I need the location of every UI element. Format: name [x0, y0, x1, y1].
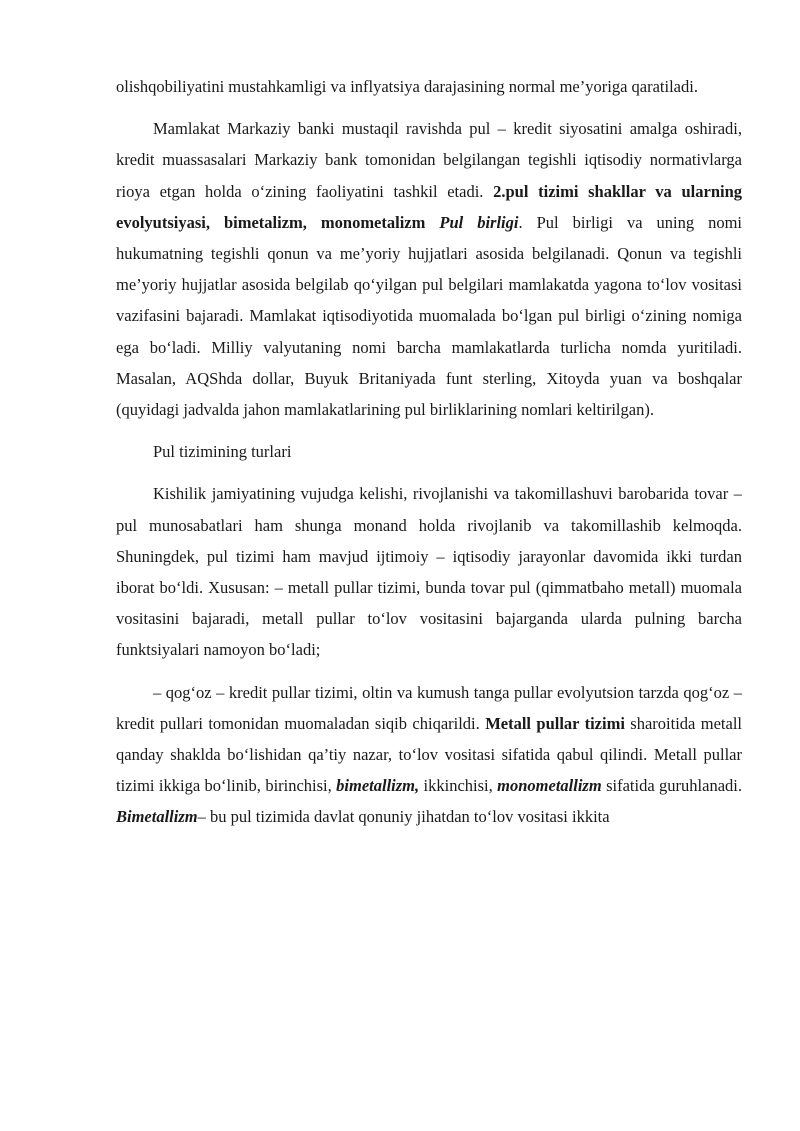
paragraph-text: – bu pul tizimida davlat qonuniy jihatdan to‘lov vositasi ikkita	[197, 807, 610, 827]
paragraph-text: – qog‘oz – kredit pullar tizimi, oltin va kumush tanga pullar evolyutsion tarzda qog‘oz – kredit pullari tomonidan muomaladan siqib chiqarildi.	[116, 682, 742, 733]
paragraph-text: Kishilik jamiyatining vujudga kelishi, rivojlanishi va takomillashuvi barobarida tovar – pul munosabatlari ham shunga monand holda rivojlanib va takomillashib kelmoqda. Shuningdek, pul tizimi ham mavjud ijtimoiy – iqtisodiy jarayonlar davomida ikki turdan iborat bo‘ldi. Xususan:	[116, 484, 742, 598]
term-metall-pullar-tizimi: Metall pullar tizimi	[485, 713, 625, 733]
term-monometallizm: monometallizm	[497, 776, 602, 796]
paragraph-text: – metall pullar tizimi, bunda tovar pul (qimmatbaho metall) muomala vositasini bajaradi, metall pullar to‘lov vositasini bajarganda ularda pulning barcha funktsiyalari namoyon bo‘ladi;	[116, 578, 742, 660]
subheading-pul-tizimi-turlari	[116, 436, 742, 467]
paragraph-central-bank	[116, 113, 742, 425]
paragraph-text: . Pul birligi va uning nomi hukumatning tegishli qonun va me’yoriy hujjatlari asosida belgilanadi. Qonun va tegishli me’yoriy hujjatlar asosida belgilab qo‘yilgan pul belgilari mamlakatda yagona to‘lov vositasi vazifasini bajaradi. Mamlakat iqtisodiyotida muomalada bo‘lgan pul birligi o‘zining nomiga ega bo‘ladi. Milliy valyutaning nomi barcha mamlakatlarda turlicha nomda yuritiladi. Masalan, AQShda dollar, Buyuk Britaniyada funt sterling, Xitoyda yuan va boshqalar (quyidagi jadvalda jahon mamlakatlarining pul birliklarining nomlari keltirilgan).	[116, 212, 743, 420]
paragraph-text: sharoitida metall qanday shaklda bo‘lishidan qa’tiy nazar, to‘lov vositasi sifatida qabul qilindi. Metall pullar tizimi ikkiga bo‘linib, birinchisi,	[116, 713, 742, 796]
term-bimetallizm-definition: Bimetallizm	[116, 807, 198, 827]
paragraph-text: sifatida guruhlanadi.	[601, 776, 742, 796]
paragraph-text: Mamlakat Markaziy banki mustaqil ravishda pul – kredit siyosatini amalga oshiradi, kredit muassasalari Markaziy bank tomonidan belgilangan tegishli iqtisodiy normativlarga rioya etgan holda o‘zining faoliyatini tashkil etadi.	[116, 119, 742, 201]
paragraph-metall-pullar	[116, 677, 742, 833]
paragraph-continuation	[116, 71, 742, 102]
term-pul-birligi: Pul birligi	[439, 212, 519, 232]
paragraph-text: ikkinchisi,	[419, 776, 498, 796]
section-heading: 2.pul tizimi shakllar va ularning evolyutsiyasi, bimetalizm, monometalizm	[116, 181, 743, 232]
term-bimetallizm: bimetallizm,	[336, 776, 420, 796]
paragraph-text: olishqobiliyatini mustahkamligi va inflyatsiya darajasining normal me’yoriga qaratiladi.	[116, 77, 698, 96]
paragraph-pul-tizimi	[116, 478, 742, 665]
paragraph-text: Pul tizimining turlari	[153, 442, 292, 462]
